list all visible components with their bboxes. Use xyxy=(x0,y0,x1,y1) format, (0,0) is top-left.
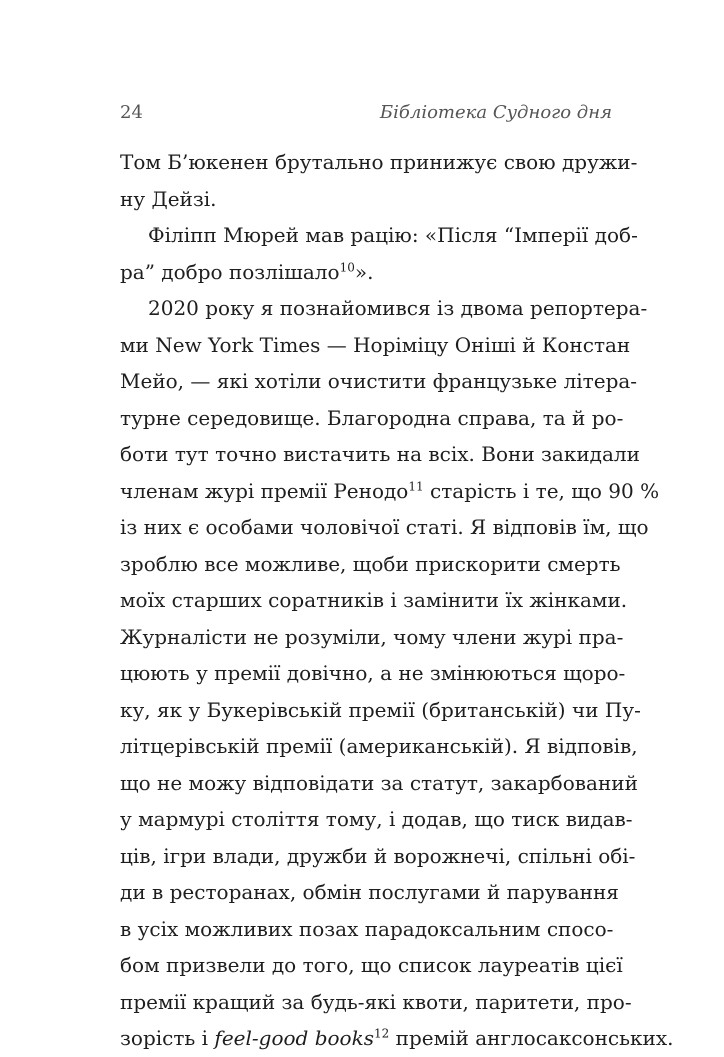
text-line: ми New York Times — Норіміцу Оніші й Констан xyxy=(120,332,631,357)
footnote-ref-12: 12 xyxy=(373,1026,390,1041)
text-line xyxy=(120,1020,674,1057)
text-line: у мармурі століття тому, і додав, що тиск видав- xyxy=(120,807,633,831)
text-line: Журналісти не розуміли, чому члени журі пра- xyxy=(120,624,624,649)
italic-phrase: feel-good books xyxy=(214,1026,374,1050)
text-line: що не можу відповідати за статут, закарбований xyxy=(120,770,638,795)
text-line: турне середовище. Благородна справа, та й ро- xyxy=(120,405,624,430)
text-fragment: ». xyxy=(354,259,374,284)
text-line: бом призвели до того, що список лауреатів цієї xyxy=(120,953,623,977)
text-line: ну Дейзі. xyxy=(120,186,217,211)
footnote-ref-10: 10 xyxy=(339,259,355,274)
text-line: Том Б’юкенен брутально принижує свою дружи- xyxy=(120,150,638,174)
text-line: зроблю все можливе, щоби прискорити смерть xyxy=(120,551,621,576)
text-line: в усіх можливих позах парадоксальним спосо- xyxy=(120,916,614,941)
page-number: 24 xyxy=(120,102,143,123)
text-fragment: ра” добро позлішало xyxy=(120,259,340,284)
text-fragment: членам журі премії Ренодо xyxy=(120,478,409,503)
text-line: моїх старших соратників і замінити їх жінками. xyxy=(120,588,628,612)
text-line: премії кращий за будь-які квоти, паритети, про- xyxy=(120,989,632,1014)
text-fragment: старість і те, що 90 % xyxy=(423,478,660,503)
text-line: ди в ресторанах, обмін послугами й парування xyxy=(120,880,619,904)
text-line: ку, як у Букерівській премії (британській) чи Пу- xyxy=(120,697,641,722)
text-line xyxy=(120,473,660,510)
text-line: із них є особами чоловічої статі. Я відповів їм, що xyxy=(120,515,649,539)
text-line: 2020 року я познайомився із двома репортера- xyxy=(148,296,648,320)
text-fragment: зорість і xyxy=(120,1026,215,1050)
text-line: Філіпп Мюрей мав рацію: «Після “Імперії доб- xyxy=(148,223,638,247)
text-line: Мейо, — які хотіли очистити французьке літера- xyxy=(120,369,638,393)
text-line xyxy=(120,254,612,291)
text-line: ців, ігри влади, дружби й ворожнечі, спільні обі- xyxy=(120,843,636,868)
page-header xyxy=(120,96,612,130)
text-line: боти тут точно вистачить на всіх. Вони закидали xyxy=(120,442,640,466)
text-line: літцерівській премії (американській). Я відповів, xyxy=(120,734,638,758)
running-title: Бібліотека Судного дня xyxy=(379,102,612,123)
footnote-ref-11: 11 xyxy=(408,478,424,493)
text-line: цюють у премії довічно, а не змінюються щоро- xyxy=(120,661,626,685)
body-text xyxy=(120,144,674,1057)
text-fragment: премій англосаксонських. xyxy=(389,1026,674,1050)
